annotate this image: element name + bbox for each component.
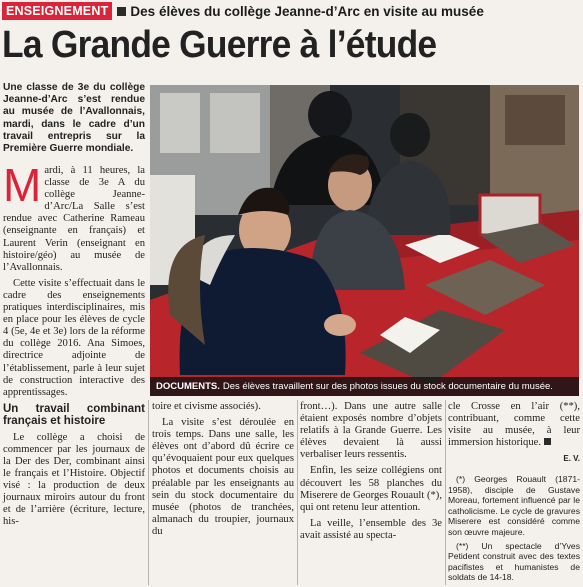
paragraph-8: La veille, l’ensemble des 3e avait assisté au specta- <box>300 517 442 541</box>
section-rubric: ENSEIGNEMENT <box>2 2 112 20</box>
paragraph-2: Cette visite s’effectuait dans le cadre des enseignements pratiques interdisciplinaires, mis en place pour les élèves de cycle 4 (5e, 4e et 3e) lors de la réforme du collège 2016. Ana Simoes, directrice adjointe de l’établissement, parle à leur sujet de construction interactive des apprentissages. <box>3 277 145 398</box>
paragraph-1 <box>3 159 145 274</box>
header-line <box>0 0 583 22</box>
paragraph-9 <box>448 401 580 449</box>
column-divider <box>445 400 446 585</box>
column-divider <box>297 400 298 585</box>
paragraph-1-text: ardi, à 11 heures, la classe de 3e A du collège Jeanne-d’Arc/La Salle s’est rendue avec Catherine Rameau (enseignante en français) et Laurent Verin (enseignant en histoire/géo) au musée de l’Avallonnais. <box>3 165 145 273</box>
kicker: Des élèves du collège Jeanne-d’Arc en visite au musée <box>130 3 484 19</box>
column-4 <box>448 401 580 469</box>
footnote-2: (**) Un spectacle d’Yves Petident construit avec des textes pacifistes et humanistes de soldats de 14-18. <box>448 540 580 583</box>
paragraph-7: Enfin, les seize collégiens ont découvert les 58 planches du Miserere de Georges Rouault (*), qui ont retenu leur attention. <box>300 465 442 513</box>
caption-label: DOCUMENTS. <box>156 381 220 392</box>
paragraph-9-text: cle Crosse en l’air (**), contribuant, comme cette visite au musée, à leur immersion historique. <box>448 401 580 449</box>
caption-text: Des élèves travaillent sur des photos issues du stock documentaire du musée. <box>222 381 553 392</box>
signature: E. V. <box>563 454 580 464</box>
paragraph-3: Le collège a choisi de commencer par les journaux de la Der des Der, combinant ainsi le français et l’Histoire. Objectif visé : la production de deux journaux miroirs autour du front et de l’arrière (écriture, lecture, his- <box>3 431 145 528</box>
paragraph-4: toire et civisme associés). <box>152 401 261 412</box>
paragraph-6: front…). Dans une autre salle étaient exposés nombre d’objets relatifs à la Grande Guerre. Les élèves devaient là aussi verbaliser leurs ressentis. <box>300 401 442 461</box>
column-3 <box>300 401 442 546</box>
column-2 <box>152 401 294 542</box>
lead-paragraph: Une classe de 3e du collège Jeanne-d’Arc s’est rendue au musée de l’Avallonnais, mardi, dans le cadre d’un travail entrepris sur la Première Guerre mondiale. <box>3 82 145 155</box>
column-divider <box>148 400 149 585</box>
square-bullet-icon <box>117 7 126 16</box>
column-1 <box>3 159 145 533</box>
paragraph-5: La visite s’est déroulée en trois temps. Dans une salle, les élèves ont d’abord dû écrire ce qu’évoquaient pour eux quelques photos et documents choisis au préalable par les enseignants au sein du stock documentaire du musée (photos de tranchées, almanach du troupier, journaux du <box>152 417 294 537</box>
footnote-1: (*) Georges Rouault (1871-1958), disciple de Gustave Moreau, fortement influencé par le catholicisme. Le cycle de gravures Miserere est considéré comme son œuvre majeure. <box>448 474 580 537</box>
subheading: Un travail combinant français et histoire <box>3 402 145 428</box>
footnotes <box>448 474 580 586</box>
photo <box>150 85 579 396</box>
drop-cap: M <box>3 159 42 211</box>
classroom-photo-illustration <box>150 85 579 396</box>
photo-caption <box>150 377 579 396</box>
end-mark-icon <box>544 438 551 445</box>
headline: La Grande Guerre à l’étude <box>2 24 437 66</box>
